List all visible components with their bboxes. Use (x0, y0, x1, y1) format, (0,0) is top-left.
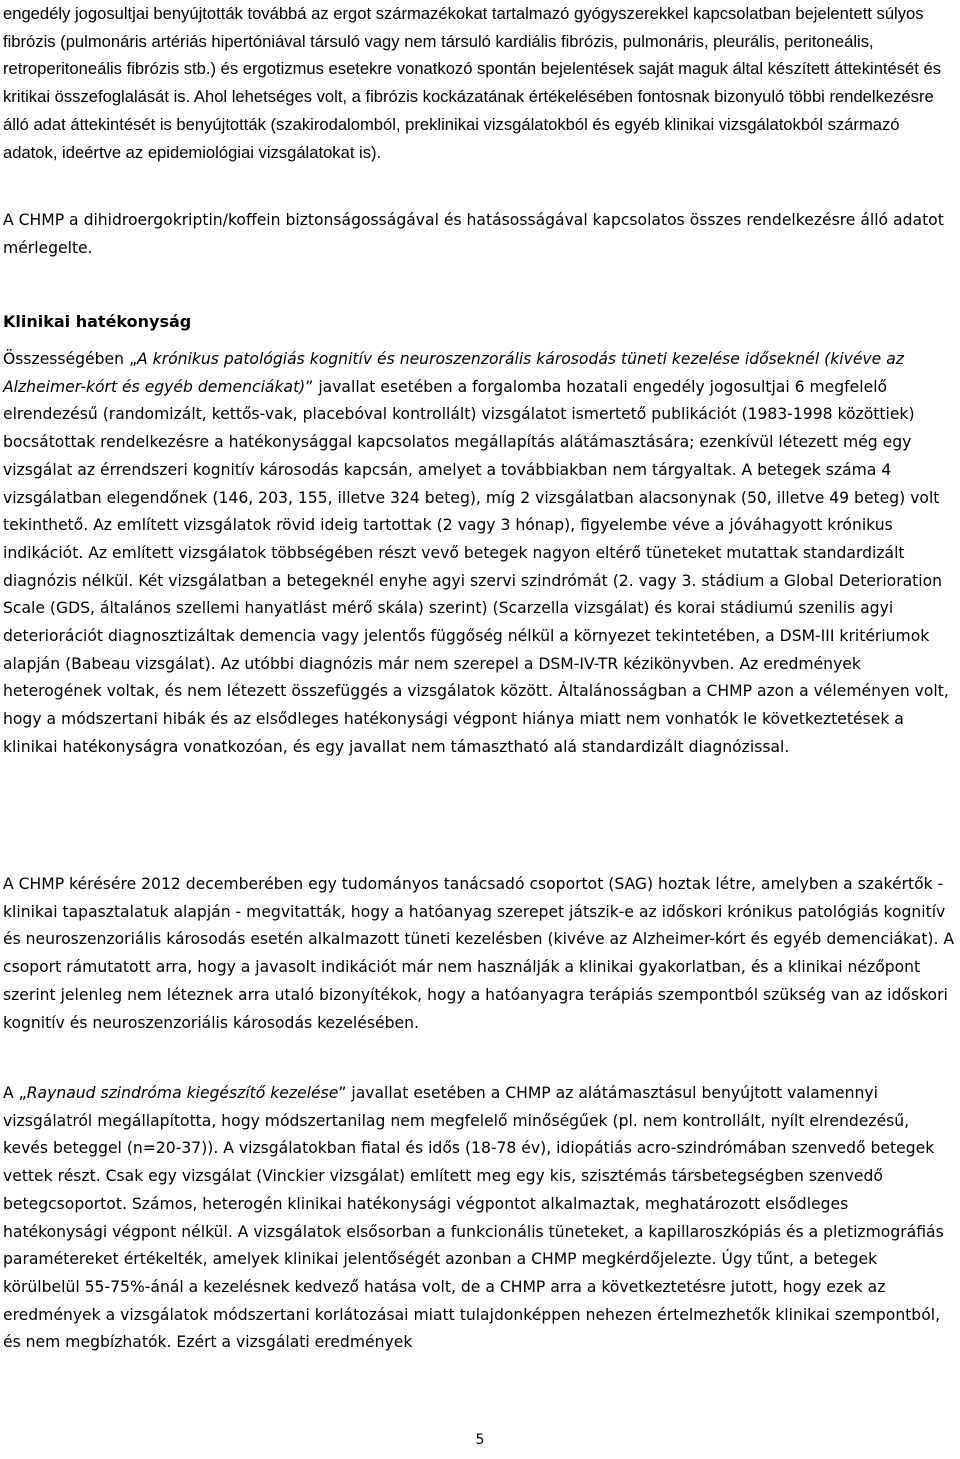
efficacy-paragraph-body: javallat esetében a CHMP az alátámasztásul benyújtott valamennyi vizsgálatról megállapította, hogy módszertanilag nem megfelelő minőségűek (pl. nem kontrollált, nyílt elrendezésű, kevés beteggel (n=20-37)). A vizsgálatokban fiatal és idős (18-78 év), idiopátiás acro-szindrómában szenvedő betegek vettek részt. Csak egy vizsgálat (Vinckier vizsgálat) említett meg egy kis, szisztémás társbetegségben szenvedő betegcsoportot. Számos, heterogén klinikai hatékonysági végpontot alkalmaztak, meghatározott elsődleges hatékonysági végpont nélkül. A vizsgálatok elsősorban a funkcionális tüneteket, a kapillaroszkópiás és a pletizmográfiás paramétereket értékelték, amelyek klinikai jelentőségét azonban a CHMP megkérdőjelezte. Úgy tűnt, a betegek körülbelül 55-75%-ánál a kezelésnek kedvező hatása volt, de a CHMP arra a következtetésre jutott, hogy ezek az eredmények a vizsgálatok módszertani korlátozásai miatt tulajdonképpen nehezen értelmezhetők klinikai szempontból, és nem megbízhatók. Ezért a vizsgálati eredmények (3, 1084, 944, 1352)
efficacy-paragraph-raynaud (3, 1080, 955, 1357)
indication-cognitive-italic: A krónikus patológiás kognitív és neuroszenzorális károsodás tüneti kezelése időseknél (kivéve az Alzheimer-kórt és egyéb demenciákat) (3, 350, 904, 396)
efficacy-paragraph-sag: A CHMP kérésére 2012 decemberében egy tudományos tanácsadó csoportot (SAG) hoztak létre, amelyben a szakértők - klinikai tapasztalatuk alapján - megvitatták, hogy a hatóanyag szerepet játszik-e az időskori krónikus patológiás kognitív és neuroszenzoriális károsodás esetén alkalmazott tüneti kezelésben (kivéve az Alzheimer-kórt és egyéb demenciákat). A csoport rámutatott arra, hogy a javasolt indikációt már nem használják a klinikai gyakorlatban, és a klinikai nézőpont szerint jelenleg nem léteznek arra utaló bizonyítékok, hogy a hatóanyagra terápiás szempontból szükség van az időskori kognitív és neuroszenzoriális károsodás kezelésében. (3, 875, 955, 1032)
section-heading-clinical-efficacy: Klinikai hatékonyság (3, 312, 192, 331)
efficacy-paragraph-cognitive (3, 346, 955, 762)
intro-paragraph-chmp-review: A CHMP a dihidroergokriptin/koffein biztonságosságával és hatásosságával kapcsolatos összes rendelkezésre álló adatot mérlegelte. (3, 211, 944, 257)
intro-paragraph-fibrosis: engedély jogosultjai benyújtották továbbá az ergot származékokat tartalmazó gyógyszerekkel kapcsolatban bejelentett súlyos fibrózis (pulmonáris artériás hipertóniával társuló vagy nem társuló kardiális fibrózis, pulmonáris, pleurális, peritoneális, retroperitoneális fibrózis stb.) és ergotizmus esetekre vonatkozó spontán bejelentések saját maguk által készített áttekintését és kritikai összefoglalását is. Ahol lehetséges volt, a fibrózis kockázatának értékelésében fontosnak bizonyuló többi rendelkezésre álló adat áttekintését is benyújtották (szakirodalomból, preklinikai vizsgálatokból és egyéb klinikai vizsgálatokból származó adatok, ideértve az epidemiológiai vizsgálatokat is). (3, 4, 942, 162)
quote-close: ” (305, 377, 314, 396)
indication-raynaud-italic: Raynaud szindróma kiegészítő kezelése (26, 1084, 339, 1102)
quote-close: ” (338, 1084, 347, 1102)
efficacy-paragraph-body: javallat esetében a forgalomba hozatali engedély jogosultjai 6 megfelelő elrendezésű (randomizált, kettős-vak, placebóval kontrollált) vizsgálatot ismertető publikációt (1983-1998 közöttiek) bocsátottak rendelkezésre a hatékonysággal kapcsolatos megállapítás alátámasztására; ezenkívül létezett még egy vizsgálat az érrendszeri kognitív károsodás kapcsán, amelyet a továbbiakban nem tárgyaltak. A betegek száma 4 vizsgálatban elegendőnek (146, 203, 155, illetve 324 beteg), míg 2 vizsgálatban alacsonynak (50, illetve 49 beteg) volt tekinthető. Az említett vizsgálatok rövid ideig tartottak (2 vagy 3 hónap), figyelembe véve a jóváhagyott krónikus indikációt. Az említett vizsgálatok többségében részt vevő betegek nagyon eltérő tüneteket mutattak standardizált diagnózis nélkül. Két vizsgálatban a betegeknél enyhe agyi szervi szindrómát (2. vagy 3. stádium a Global Deterioration Scale (GDS, általános szellemi hanyatlást mérő skála) szerint) (Scarzella vizsgálat) és korai stádiumú szenilis agyi deteriorációt diagnosztizáltak demencia vagy jelentős függőség nélkül a környezet tekintetében, a DSM-III kritériumok alapján (Babeau vizsgálat). Az utóbbi diagnózis már nem szerepel a DSM-IV-TR kézikönyvben. Az eredmények heterogének voltak, és nem létezett összefüggés a vizsgálatok között. Általánosságban a CHMP azon a véleményen volt, hogy a módszertani hibák és az elsődleges hatékonysági végpont hiánya miatt nem vonhatók le következtetések a klinikai hatékonyságra vonatkozóan, és egy javallat nem támasztható alá standardizált diagnózissal. (3, 377, 949, 756)
page-number: 5 (475, 1432, 485, 1448)
quote-open: Összességében „ (3, 350, 138, 368)
quote-open: A „ (3, 1084, 27, 1102)
